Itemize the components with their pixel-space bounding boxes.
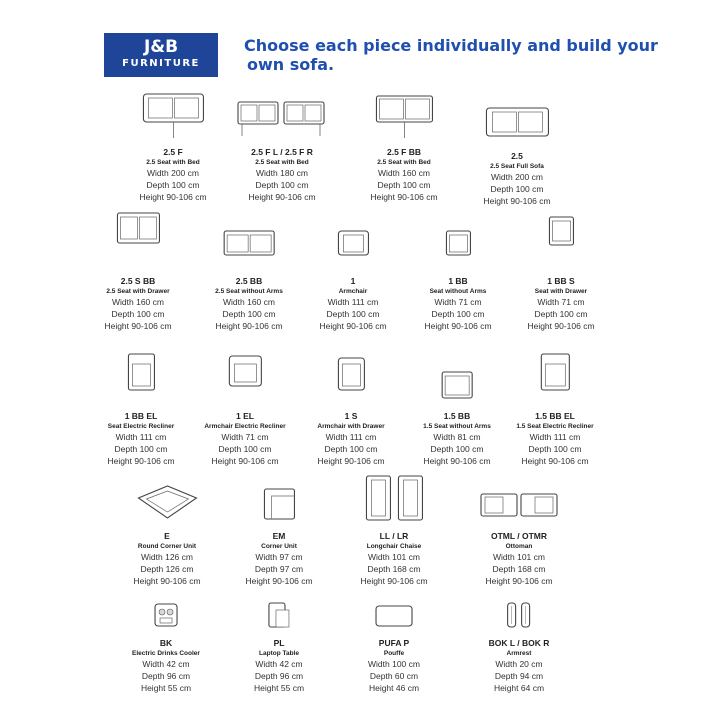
piece-1-s [317, 356, 384, 467]
piece-code: 1 BB EL [124, 411, 158, 421]
piece-height: Height 90-106 cm [360, 576, 428, 586]
drinks-cooler-icon [152, 601, 180, 633]
headline-line-1: Choose each piece individually and build your [244, 36, 658, 55]
piece-description: 2.5 Seat without Arms [215, 288, 283, 295]
piece-code: 1 S [344, 411, 358, 421]
piece-height: Height 90-106 cm [133, 576, 201, 586]
armrest-icon [505, 601, 533, 633]
armless-seat-icon [443, 227, 473, 271]
piece-ll-lr [360, 474, 427, 587]
piece-height: Height 46 cm [368, 683, 420, 693]
piece-description: Round Corner Unit [137, 543, 197, 550]
piece-code: PUFA P [378, 638, 410, 648]
piece-width: Width 160 cm [223, 297, 275, 307]
piece-width: Width 101 cm [368, 552, 420, 562]
piece-height: Height 90-106 cm [424, 321, 492, 331]
piece-description: Armchair with Drawer [317, 423, 385, 430]
brand-name: J&B [143, 37, 179, 57]
armchair-icon [335, 227, 371, 271]
piece-height: Height 90-106 cm [245, 576, 313, 586]
piece-1 [319, 227, 386, 332]
piece-depth: Depth 100 cm [218, 444, 272, 454]
sofa-full-icon [484, 104, 550, 146]
piece-height: Height 90-106 cm [104, 321, 172, 331]
piece-code: 1 EL [236, 411, 254, 421]
piece-depth: Depth 100 cm [146, 180, 200, 190]
piece-width: Width 111 cm [327, 297, 379, 307]
piece-bok-l-r [489, 601, 550, 694]
piece-code: 2.5 F BB [386, 147, 421, 157]
piece-height: Height 90-106 cm [139, 192, 207, 202]
piece-height: Height 90-106 cm [211, 456, 279, 466]
piece-width: Width 71 cm [221, 432, 269, 442]
corner-unit-icon [261, 486, 297, 526]
piece-width: Width 71 cm [434, 297, 482, 307]
piece-height: Height 90-106 cm [527, 321, 595, 331]
piece-width: Width 180 cm [256, 168, 308, 178]
piece-height: Height 90-106 cm [317, 456, 385, 466]
piece-width: Width 71 cm [537, 297, 585, 307]
piece-description: Longchair Chaise [366, 543, 422, 550]
piece-description: 1.5 Seat without Arms [423, 423, 491, 430]
piece-height: Height 64 cm [493, 683, 545, 693]
piece-width: Width 111 cm [325, 432, 377, 442]
piece-code: 1 BB S [547, 276, 575, 286]
piece-description: 2.5 Seat with Bed [255, 159, 309, 166]
piece-code: 1.5 BB EL [535, 411, 575, 421]
piece-width: Width 126 cm [141, 552, 193, 562]
piece-height: Height 90-106 cm [423, 456, 491, 466]
piece-height: Height 90-106 cm [521, 456, 589, 466]
piece-code: OTML / OTMR [490, 531, 548, 541]
piece-description: Armrest [506, 650, 532, 657]
piece-code: 2.5 F [163, 147, 183, 157]
brand-logo [104, 33, 218, 77]
piece-width: Width 81 cm [433, 432, 481, 442]
piece-depth: Depth 96 cm [141, 671, 191, 681]
piece-otml-otmr [479, 490, 559, 587]
pouffe-icon [374, 603, 414, 633]
piece-description: 2.5 Seat with Drawer [106, 288, 170, 295]
piece-height: Height 90-106 cm [215, 321, 283, 331]
piece-1-5-bb [423, 368, 491, 467]
piece-description: 2.5 Seat Full Sofa [490, 163, 544, 170]
piece-depth: Depth 94 cm [494, 671, 544, 681]
piece-pufa-p [368, 603, 420, 694]
armchair-drawer-icon [334, 356, 368, 406]
piece-description: 1.5 Seat Electric Recliner [516, 423, 594, 430]
piece-width: Width 101 cm [493, 552, 545, 562]
piece-height: Height 90-106 cm [248, 192, 316, 202]
piece-width: Width 160 cm [378, 168, 430, 178]
headline-line-2: own sofa. [247, 55, 335, 74]
piece-description: Armchair [338, 288, 368, 295]
piece-depth: Depth 100 cm [111, 309, 165, 319]
piece-width: Width 20 cm [495, 659, 543, 669]
piece-bk [132, 601, 200, 694]
piece-depth: Depth 126 cm [140, 564, 194, 574]
piece-depth: Depth 100 cm [255, 180, 309, 190]
piece-depth: Depth 100 cm [528, 444, 582, 454]
piece-width: Width 160 cm [112, 297, 164, 307]
sofa-drawer-icon [114, 211, 162, 271]
piece-code: PL [273, 638, 285, 648]
piece-code: 2.5 BB [235, 276, 263, 286]
piece-pl [254, 601, 304, 694]
piece-width: Width 42 cm [255, 659, 303, 669]
piece-width: Width 111 cm [529, 432, 581, 442]
laptop-table-icon [265, 601, 293, 633]
piece-description: Electric Drinks Cooler [132, 650, 200, 657]
piece-1-5-bb-el [516, 352, 593, 467]
piece-width: Width 100 cm [368, 659, 420, 669]
piece-depth: Depth 100 cm [377, 180, 431, 190]
piece-depth: Depth 168 cm [492, 564, 546, 574]
piece-2-5-f [139, 90, 206, 203]
piece-code: BOK L / BOK R [488, 638, 550, 648]
piece-e [133, 484, 200, 587]
piece-code: E [164, 531, 170, 541]
brand-subtitle: FURNITURE [122, 58, 200, 69]
piece-width: Width 42 cm [142, 659, 190, 669]
piece-width: Width 200 cm [147, 168, 199, 178]
piece-2-5-f-l-r [236, 96, 328, 203]
piece-code: 2.5 F L / 2.5 F R [251, 147, 313, 157]
piece-width: Width 97 cm [255, 552, 303, 562]
piece-description: Seat Electric Recliner [107, 423, 175, 430]
piece-code: 1 [350, 276, 356, 286]
piece-height: Height 90-106 cm [370, 192, 438, 202]
piece-2-5-f-bb [370, 92, 437, 203]
piece-depth: Depth 100 cm [534, 309, 588, 319]
piece-code: EM [272, 531, 286, 541]
piece-description: Ottoman [505, 543, 533, 550]
piece-code: BK [159, 638, 173, 648]
piece-depth: Depth 60 cm [369, 671, 419, 681]
piece-height: Height 90-106 cm [483, 196, 551, 206]
piece-code: 1 BB [448, 276, 468, 286]
piece-depth: Depth 100 cm [326, 309, 380, 319]
piece-description: Pouffe [383, 650, 405, 657]
piece-2-5-s-bb [104, 211, 171, 332]
seat-drawer-icon [546, 215, 576, 271]
longchair-chaise-icon [364, 474, 424, 526]
piece-description: 2.5 Seat with Bed [146, 159, 200, 166]
piece-1-bb-s [527, 215, 594, 332]
piece-description: Corner Unit [261, 543, 297, 550]
sofa-bed-icon [141, 90, 205, 142]
piece-depth: Depth 100 cm [430, 444, 484, 454]
ottoman-icon [479, 490, 559, 526]
piece-1-bb-el [107, 352, 174, 467]
piece-2-5-bb [215, 227, 283, 332]
sofa-bed-pair-icon [236, 96, 328, 142]
round-corner-icon [134, 484, 200, 526]
piece-depth: Depth 96 cm [254, 671, 304, 681]
piece-height: Height 55 cm [253, 683, 305, 693]
recliner-seat-icon [124, 352, 158, 406]
recliner-armchair-icon [225, 352, 265, 406]
piece-depth: Depth 168 cm [367, 564, 421, 574]
piece-1-bb [424, 227, 491, 332]
piece-depth: Depth 100 cm [490, 184, 544, 194]
sofa-armless-icon [222, 227, 276, 271]
armless-seat-wide-icon [439, 368, 475, 406]
piece-depth: Depth 100 cm [324, 444, 378, 454]
piece-height: Height 90-106 cm [485, 576, 553, 586]
piece-depth: Depth 100 cm [431, 309, 485, 319]
piece-depth: Depth 100 cm [222, 309, 276, 319]
piece-depth: Depth 100 cm [114, 444, 168, 454]
piece-em [245, 486, 312, 587]
piece-2-5 [483, 104, 550, 207]
piece-height: Height 90-106 cm [107, 456, 175, 466]
piece-code: LL / LR [379, 531, 409, 541]
piece-depth: Depth 97 cm [254, 564, 304, 574]
piece-code: 1.5 BB [443, 411, 471, 421]
piece-description: Armchair Electric Recliner [204, 423, 286, 430]
recliner-seat-wide-icon [537, 352, 573, 406]
piece-height: Height 55 cm [140, 683, 192, 693]
piece-description: Seat with Drawer [534, 288, 588, 295]
piece-description: Laptop Table [259, 650, 299, 657]
piece-width: Width 111 cm [115, 432, 167, 442]
piece-width: Width 200 cm [491, 172, 543, 182]
piece-description: Seat without Arms [429, 288, 487, 295]
piece-code: 2.5 [511, 151, 523, 161]
piece-1-el [204, 352, 285, 467]
piece-code: 2.5 S BB [120, 276, 156, 286]
sofa-bed-armless-icon [374, 92, 434, 142]
piece-description: 2.5 Seat with Bed [377, 159, 431, 166]
page-headline [244, 36, 664, 74]
piece-height: Height 90-106 cm [319, 321, 387, 331]
